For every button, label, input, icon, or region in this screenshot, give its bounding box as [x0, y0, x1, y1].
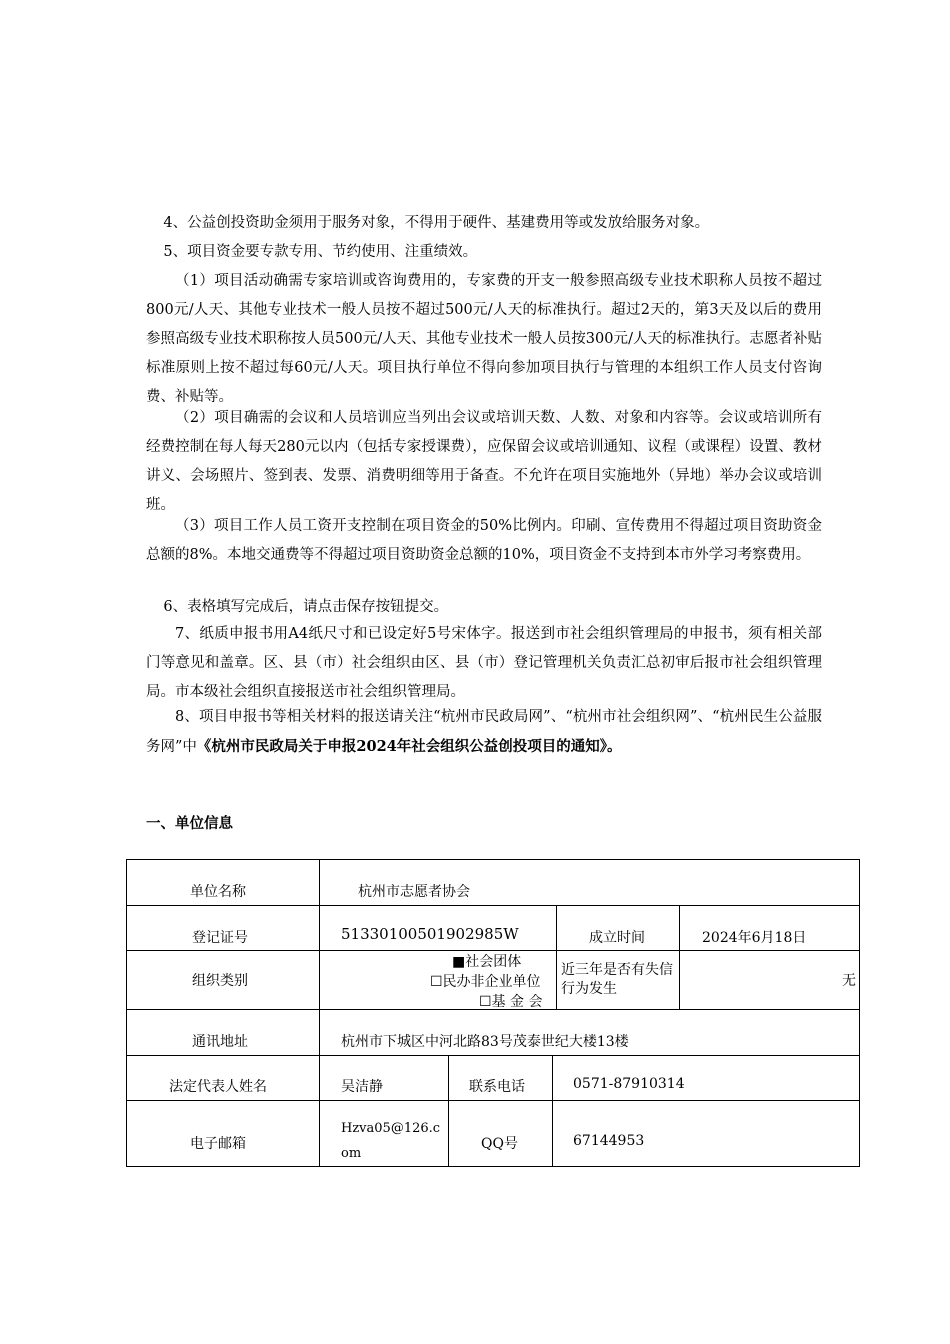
- dishonest-label: 近三年是否有失信行为发生: [561, 962, 673, 997]
- phone-label: 联系电话: [469, 1079, 525, 1095]
- note-5: 5、项目资金要专款专用、节约使用、注重绩效。: [163, 244, 478, 260]
- org-type-social-group: ■社会团体: [452, 954, 522, 970]
- org-type-label: 组织类别: [192, 973, 248, 989]
- phone-value: 0571-87910314: [573, 1076, 685, 1092]
- address-value: 杭州市下城区中河北路83号茂泰世纪大楼13楼: [341, 1034, 629, 1050]
- note-8-text: 8、项目申报书等相关材料的报送请关注“杭州市民政局网”、“杭州市社会组织网”、“杭州民生公益服务网”中: [146, 709, 822, 755]
- qq-value: 67144953: [573, 1133, 645, 1149]
- section-title: 一、单位信息: [146, 816, 233, 832]
- dishonest-value: 无: [842, 973, 856, 989]
- founded-label: 成立时间: [589, 930, 645, 946]
- unit-name-label: 单位名称: [190, 884, 246, 900]
- note-7: 7、纸质申报书用A4纸尺寸和已设定好5号宋体字。报送到市社会组织管理局的申报书，须有相关部门等意见和盖章。区、县（市）社会组织由区、县（市）登记管理机关负责汇总初审后报市社会组织管理局。市本级社会组织直接报送市社会组织管理局。: [146, 626, 822, 700]
- email-label: 电子邮箱: [190, 1136, 246, 1152]
- address-label: 通讯地址: [192, 1034, 248, 1050]
- registration-label: 登记证号: [192, 930, 248, 946]
- registration-number: 51330100501902985W: [341, 925, 519, 943]
- note-4: 4、公益创投资助金须用于服务对象，不得用于硬件、基建费用等或发放给服务对象。: [163, 215, 710, 231]
- legal-rep-value: 吴洁静: [341, 1079, 383, 1095]
- note-6: 6、表格填写完成后，请点击保存按钮提交。: [163, 599, 449, 615]
- note-8: [146, 703, 822, 762]
- note-5-3: （3）项目工作人员工资开支控制在项目资金的50%比例内。印刷、宣传费用不得超过项目资助资金总额的8%。本地交通费等不得超过项目资助资金总额的10%，项目资金不支持到本市外学习考察费用。: [146, 518, 822, 563]
- email-value: Hzva05@126.com: [341, 1121, 441, 1161]
- notice-title: 《杭州市民政局关于申报2024年社会组织公益创投项目的通知》。: [196, 738, 622, 755]
- qq-label: QQ号: [481, 1136, 518, 1152]
- org-type-foundation: ☐基 金 会: [479, 994, 543, 1010]
- legal-rep-label: 法定代表人姓名: [169, 1079, 267, 1095]
- org-type-private-nonenterprise: ☐民办非企业单位: [430, 974, 541, 990]
- note-5-2: （2）项目确需的会议和人员培训应当列出会议或培训天数、人数、对象和内容等。会议或培训所有经费控制在每人每天280元以内（包括专家授课费），应保留会议或培训通知、议程（或课程）设置、教材讲义、会场照片、签到表、发票、消费明细等用于备查。不允许在项目实施地外（异地）举办会议或培训班。: [146, 410, 823, 513]
- founded-value: 2024年6月18日: [702, 930, 807, 946]
- unit-name-value: 杭州市志愿者协会: [358, 884, 470, 900]
- note-5-1: （1）项目活动确需专家培训或咨询费用的，专家费的开支一般参照高级专业技术职称人员按不超过800元/人天、其他专业技术一般人员按不超过500元/人天的标准执行。超过2天的，第3天及以后的费用参照高级专业技术职称按人员500元/人天、其他专业技术一般人员按300元/人天的标准执行。志愿者补贴标准原则上按不超过每60元/人天。项目执行单位不得向参加项目执行与管理的本组织工作人员支付咨询费、补贴等。: [146, 273, 822, 405]
